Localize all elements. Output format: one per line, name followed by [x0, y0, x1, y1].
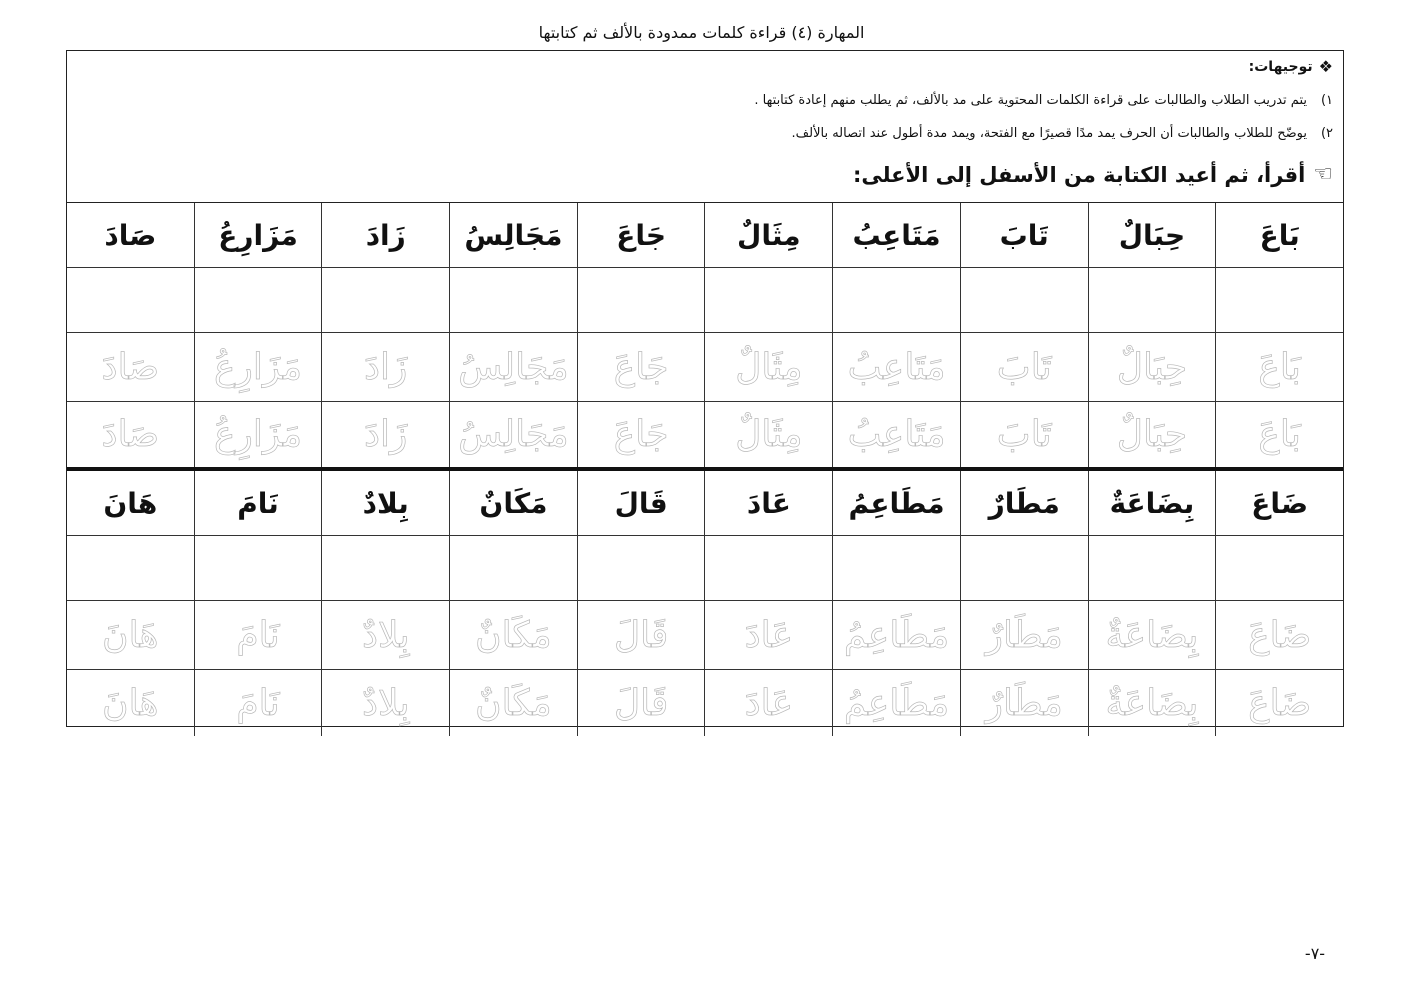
writing-cell[interactable] [449, 536, 577, 600]
word-cell: مَتَاعِبُ [832, 203, 960, 267]
trace-word: قَالَ [577, 670, 705, 736]
blank-writing-row [67, 536, 1343, 601]
trace-word: حِبَالٌ [1088, 333, 1216, 401]
page-number: -٧- [1304, 944, 1326, 963]
trace-word: مَتَاعِبُ [832, 333, 960, 401]
word-cell: مَكَانٌ [449, 471, 577, 535]
word-row [67, 471, 1343, 536]
writing-cell[interactable] [67, 536, 194, 600]
word-cell: بِلادٌ [321, 471, 449, 535]
task-text: أقرأ، ثم أعيد الكتابة من الأسفل إلى الأعلى: [852, 163, 1306, 187]
trace-row [67, 402, 1343, 471]
trace-word: بِضَاعَةٌ [1088, 601, 1216, 669]
page-title: المهارة (٤) قراءة كلمات ممدودة بالألف ثم كتابتها [538, 23, 865, 42]
writing-cell[interactable] [321, 536, 449, 600]
trace-word: مَتَاعِبُ [832, 402, 960, 467]
writing-cell[interactable] [1215, 268, 1343, 332]
writing-cell[interactable] [577, 268, 705, 332]
trace-word: بِلادٌ [321, 601, 449, 669]
word-cell: هَانَ [103, 486, 158, 520]
trace-word: عَادَ [704, 670, 832, 736]
writing-cell[interactable] [832, 268, 960, 332]
word-cell: مَطَاعِمُ [832, 471, 960, 535]
trace-word: جَاعَ [577, 402, 705, 467]
trace-word: نَامَ [194, 670, 322, 736]
trace-word: مَزَارِعُ [194, 402, 322, 467]
writing-cell[interactable] [704, 536, 832, 600]
trace-row [67, 601, 1343, 670]
trace-word: صَادَ [101, 346, 160, 388]
trace-word: تَابَ [960, 333, 1088, 401]
writing-cell[interactable] [67, 268, 194, 332]
writing-cell[interactable] [449, 268, 577, 332]
word-cell: زَادَ [321, 203, 449, 267]
word-cell: مَطَارٌ [960, 471, 1088, 535]
writing-cell[interactable] [194, 268, 322, 332]
instruction-text: يتم تدريب الطلاب والطالبات على قراءة الكلمات المحتوية على مد بالألف، ثم يطلب منهم إعادة كتابتها . [754, 93, 1307, 108]
trace-word: زَادَ [321, 333, 449, 401]
word-cell: صَادَ [104, 218, 157, 252]
trace-word: قَالَ [577, 601, 705, 669]
trace-word: تَابَ [960, 402, 1088, 467]
trace-word: مَكَانٌ [449, 670, 577, 736]
trace-word: هَانَ [102, 682, 159, 724]
trace-word: بَاعَ [1215, 333, 1343, 401]
instructions-heading-text: توجيهات: [1248, 59, 1313, 75]
word-cell: مِثَالٌ [704, 203, 832, 267]
trace-word: مَجَالِسُ [449, 333, 577, 401]
writing-cell[interactable] [1088, 536, 1216, 600]
writing-cell[interactable] [194, 536, 322, 600]
trace-word: مَجَالِسُ [449, 402, 577, 467]
diamond-icon: ❖ [1318, 57, 1333, 76]
trace-word: بِلادٌ [321, 670, 449, 736]
writing-cell[interactable] [1215, 536, 1343, 600]
writing-cell[interactable] [704, 268, 832, 332]
worksheet-grid [66, 202, 1344, 727]
trace-word: ضَاعَ [1215, 670, 1343, 736]
blank-writing-row [67, 268, 1343, 333]
word-cell: نَامَ [194, 471, 322, 535]
trace-word: عَادَ [704, 601, 832, 669]
trace-word: جَاعَ [577, 333, 705, 401]
trace-word: حِبَالٌ [1088, 402, 1216, 467]
writing-cell[interactable] [960, 536, 1088, 600]
writing-cell[interactable] [577, 536, 705, 600]
instruction-item-1 [754, 93, 1333, 108]
word-block-1 [67, 203, 1343, 471]
trace-word: مَطَارٌ [960, 670, 1088, 736]
instruction-item-2 [792, 126, 1333, 141]
instruction-number: ٢) [1320, 126, 1333, 141]
trace-word: مَزَارِعُ [194, 333, 322, 401]
instruction-number: ١) [1320, 93, 1333, 108]
trace-word: مَطَاعِمُ [832, 670, 960, 736]
word-row [67, 203, 1343, 268]
writing-cell[interactable] [832, 536, 960, 600]
trace-word: بِضَاعَةٌ [1088, 670, 1216, 736]
word-cell: ضَاعَ [1215, 471, 1343, 535]
trace-word: مِثَالٌ [704, 402, 832, 467]
writing-cell[interactable] [321, 268, 449, 332]
writing-cell[interactable] [960, 268, 1088, 332]
word-cell: جَاعَ [577, 203, 705, 267]
pointing-hand-icon: ☜ [1313, 162, 1333, 187]
word-cell: مَجَالِسُ [449, 203, 577, 267]
word-cell: عَادَ [704, 471, 832, 535]
instructions-box [66, 50, 1344, 203]
word-cell: بِضَاعَةٌ [1088, 471, 1216, 535]
word-cell: حِبَالٌ [1088, 203, 1216, 267]
trace-word: هَانَ [102, 614, 159, 656]
trace-row [67, 670, 1343, 736]
instructions-heading [1249, 59, 1333, 75]
word-cell: بَاعَ [1215, 203, 1343, 267]
trace-word: ضَاعَ [1215, 601, 1343, 669]
instruction-text: يوضّح للطلاب والطالبات أن الحرف يمد مدًا قصيرًا مع الفتحة، ويمد مدة أطول عند اتصاله بالألف. [791, 126, 1307, 141]
word-cell: مَزَارِعُ [194, 203, 322, 267]
trace-word: نَامَ [194, 601, 322, 669]
trace-word: زَادَ [321, 402, 449, 467]
trace-row [67, 333, 1343, 402]
writing-cell[interactable] [1088, 268, 1216, 332]
word-cell: قَالَ [577, 471, 705, 535]
trace-word: مَطَارٌ [960, 601, 1088, 669]
trace-word: بَاعَ [1215, 402, 1343, 467]
trace-word: مَطَاعِمُ [832, 601, 960, 669]
trace-word: مَكَانٌ [449, 601, 577, 669]
task-instruction [853, 163, 1333, 187]
trace-word: مِثَالٌ [704, 333, 832, 401]
word-cell: تَابَ [960, 203, 1088, 267]
word-block-2 [67, 471, 1343, 736]
trace-word: صَادَ [101, 414, 160, 455]
